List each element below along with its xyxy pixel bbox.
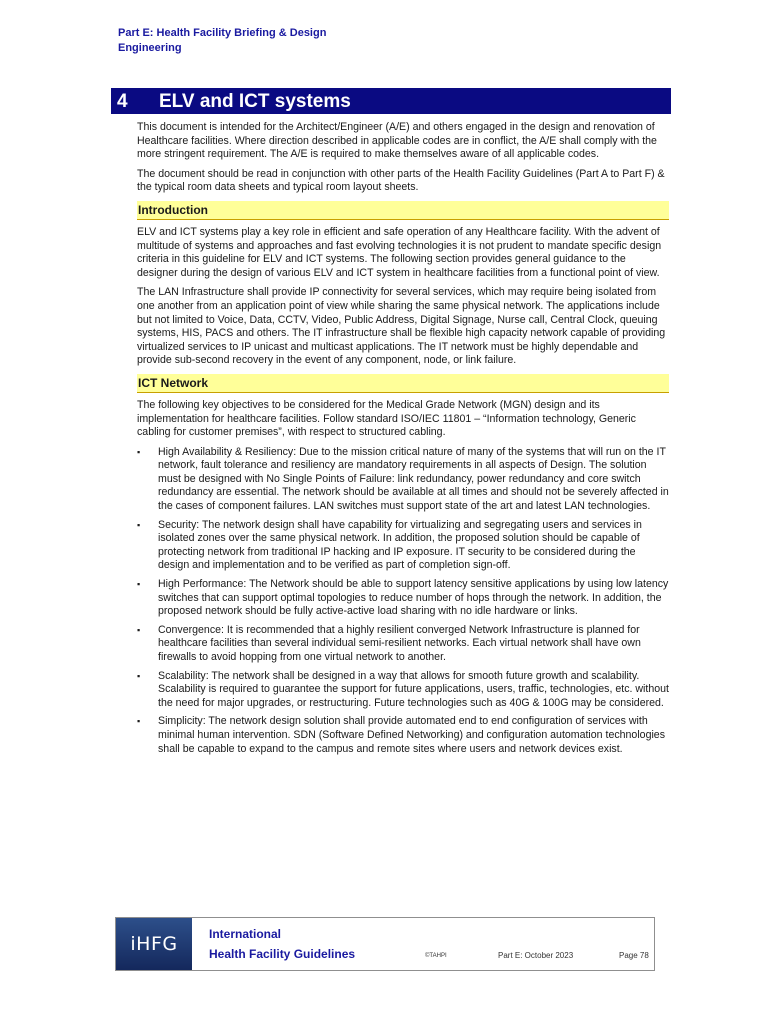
ict-network-heading: ICT Network xyxy=(137,374,669,393)
square-bullet-icon: ▪ xyxy=(137,670,141,681)
ict-network-paragraph: The following key objectives to be considered for the Medical Grade Network (MGN) design and its implementation for healthcare facilities. Follow standard ISO/IEC 11801 – “Information technology, Generic cabling for customer premises”, with respect to structured cabling. xyxy=(137,398,636,439)
square-bullet-icon: ▪ xyxy=(137,716,141,727)
footer-organization xyxy=(209,924,355,964)
list-item xyxy=(137,624,669,665)
running-header xyxy=(118,26,378,56)
list-item xyxy=(137,578,669,619)
intro-paragraph: This document is intended for the Architect/Engineer (A/E) and others engaged in the design and renovation of Healthcare facilities. Where direction described in applicable codes are in conflict, the A/E shall comply with the more stringent requirement. The A/E is required to make themselves aware of all applicable codes. xyxy=(137,121,657,161)
introduction-heading: Introduction xyxy=(137,201,669,220)
section-number: 4 xyxy=(117,91,128,112)
list-item-text: High Performance: The Network should be able to support latency sensitive applications by using low latency switches that can support optimal topologies to reduce number of hops through the network. In addition, the proposed network should be fully active-active load sharing with no idle hardware or links. xyxy=(158,578,669,618)
page-number: Page 78 xyxy=(619,951,649,960)
list-item-text: Convergence: It is recommended that a highly resilient converged Network Infrastructure is planned for healthcare facilities than several individual semi-resilient networks. Each virtual network shall have own firewalls to avoid hopping from one virtual network to another. xyxy=(158,623,641,663)
square-bullet-icon: ▪ xyxy=(137,519,141,530)
square-bullet-icon: ▪ xyxy=(137,624,141,635)
ict-objectives-list xyxy=(137,446,669,756)
list-item-text: Scalability: The network shall be designed in a way that allows for smooth future growth and scalability. Scalability is required to guarantee the support for future applications, users, traffic, technologies, etc. without the need for major upgrades, or restructuring. Future technologies such as 40G & 100G may be considered. xyxy=(158,669,669,709)
ihfg-logo xyxy=(116,918,192,970)
intro-paragraph: The document should be read in conjunction with other parts of the Health Facility Guidelines (Part A to Part F) & the typical room data sheets and typical room layout sheets. xyxy=(137,167,665,194)
square-bullet-icon: ▪ xyxy=(137,446,141,457)
list-item xyxy=(137,446,669,514)
section-title-bar xyxy=(111,88,671,114)
introduction-paragraph: The LAN Infrastructure shall provide IP connectivity for several services, which may require being isolated from one another from an application point of view while sharing the same physical network. The applications include but not limited to Voice, Data, CCTV, Video, Public Address, Digital Signage, Nurse call, Central Clock, queuing systems, HIS, PACS and others. The IT infrastructure shall be flexible high capacity network capable of providing virtualized services to IP unicast and multicast applications. The IT network must be highly dependable and provide sub-second recovery in the event of any component, node, or link failure. xyxy=(137,286,666,367)
header-line-1: Part E: Health Facility Briefing & Design xyxy=(118,27,327,39)
list-item xyxy=(137,715,669,756)
list-item-text: Security: The network design shall have capability for virtualizing and segregating users and services in isolated zones over the same physical network. In addition, the proposed solution should be capable of protecting network from traditional IP hacking and IP exposure. IT security to be considered during the design and implementation and to be verified as part of completion sign-off. xyxy=(158,518,642,572)
list-item-text: High Availability & Resiliency: Due to the mission critical nature of many of the systems that will run on the IT network, fault tolerance and resiliency are mandatory requirements in all aspects of Design. The solution must be designed with No Single Points of Failure: link redundancy, power redundancy and core switch redundancy are essential. The network should be available at all times and should not be severely affected in the cases of component failures. LAN switches must support state of the art and latest LAN technologies. xyxy=(158,445,669,513)
header-line-2: Engineering xyxy=(118,42,182,54)
footer-org-line-1: International xyxy=(209,927,282,941)
logo-text: iHFG xyxy=(130,933,178,955)
footer-org-line-2: Health Facility Guidelines xyxy=(209,947,356,961)
list-item xyxy=(137,670,669,711)
list-item xyxy=(137,519,669,573)
page-footer xyxy=(115,917,655,971)
list-item-text: Simplicity: The network design solution shall provide automated end to end configuration of services with minimal human intervention. SDN (Software Defined Networking) and configuration automation technologies shall be capable to expand to the campus and remote sites where users and network devices exist. xyxy=(158,715,665,755)
footer-edition: Part E: October 2023 xyxy=(498,951,574,960)
section-title: ELV and ICT systems xyxy=(159,91,351,112)
introduction-paragraph: ELV and ICT systems play a key role in efficient and safe operation of any Healthcare facility. With the advent of multitude of systems and approaches and fast evolving technologies it is not prudent to mandate specific design criteria in this guideline for ELV and ICT systems. The following section provides general guidance to the designer during the design of various ELV and ICT system in healthcare facilities from a functional point of view. xyxy=(137,225,662,279)
square-bullet-icon: ▪ xyxy=(137,579,141,590)
document-body xyxy=(137,121,669,761)
footer-copyright: ©TAHPI xyxy=(425,953,447,959)
